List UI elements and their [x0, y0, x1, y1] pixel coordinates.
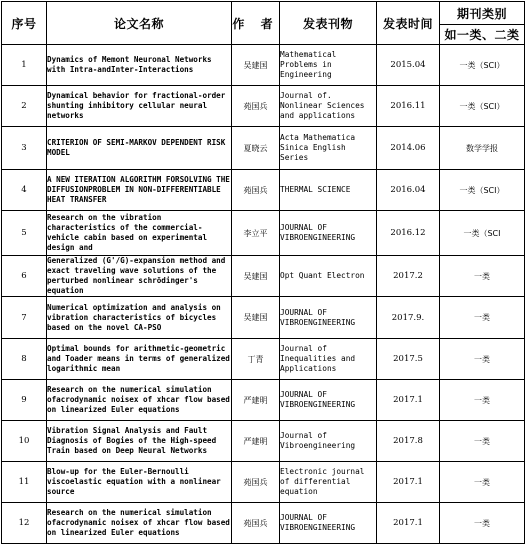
row-date: 2016.12 [377, 211, 440, 256]
row-author: 苑国兵 [232, 170, 280, 211]
row-category: 一类 [440, 503, 525, 544]
row-author: 丁青 [232, 339, 280, 380]
table-row [2, 211, 525, 256]
table-row [2, 170, 525, 211]
row-seq: 7 [2, 297, 47, 339]
row-date: 2016.04 [377, 170, 440, 211]
row-title: Research on the numerical simulation ofacrodynamic noisex of xhcar flow based on linearized Euler equations [47, 503, 232, 544]
row-date: 2015.04 [377, 45, 440, 86]
row-seq: 2 [2, 86, 47, 127]
row-seq: 6 [2, 256, 47, 297]
row-category: 一类 [440, 297, 525, 339]
row-date: 2017.5 [377, 339, 440, 380]
table-row [2, 45, 525, 86]
table-row [2, 86, 525, 127]
row-author: 吴建国 [232, 297, 280, 339]
row-title: A NEW ITERATION ALGORITHM FORSOLVING THE DIFFUSIONPROBLEM IN NON-DIFFERENTIABLE HEAT TRANSFER [47, 170, 232, 211]
row-seq: 10 [2, 421, 47, 462]
row-date: 2017.1 [377, 503, 440, 544]
row-journal: Journal of Inequalities and Applications [280, 339, 377, 380]
row-category: 数学学报 [440, 127, 525, 170]
table-row [2, 297, 525, 339]
table-row [2, 503, 525, 544]
row-journal: Journal of Vibroengineering [280, 421, 377, 462]
row-date: 2017.8 [377, 421, 440, 462]
row-seq: 5 [2, 211, 47, 256]
header-date: 发表时间 [377, 2, 440, 45]
row-journal: Electronic journal of differential equation [280, 462, 377, 503]
row-author: 苑国兵 [232, 86, 280, 127]
row-seq: 1 [2, 45, 47, 86]
row-title: Blow-up for the Euler-Bernoulli viscoelastic equation with a nonlinear source [47, 462, 232, 503]
row-title: Dynamics of Memont Neuronal Networks with Intra-andInter-Interactions [47, 45, 232, 86]
row-date: 2017.1 [377, 462, 440, 503]
row-journal: JOURNAL OF VIBROENGINEERING [280, 380, 377, 421]
row-journal: THERMAL SCIENCE [280, 170, 377, 211]
row-author: 严建明 [232, 380, 280, 421]
row-title: Vibration Signal Analysis and Fault Diagnosis of Bogies of the High-speed Train based on Deep Neural Networks [47, 421, 232, 462]
row-journal: Journal of. Nonlinear Sciences and applications [280, 86, 377, 127]
row-date: 2016.11 [377, 86, 440, 127]
header-category-sub: 如一类、二类 [440, 25, 525, 45]
row-journal: Opt Quant Electron [280, 256, 377, 297]
row-seq: 8 [2, 339, 47, 380]
table-row [2, 462, 525, 503]
row-author: 吴建国 [232, 45, 280, 86]
table-body [2, 45, 525, 544]
header-seq: 序号 [2, 2, 47, 45]
publication-table [1, 1, 525, 544]
header-title: 论文名称 [47, 2, 232, 45]
row-journal: JOURNAL OF VIBROENGINEERING [280, 297, 377, 339]
row-author: 严建明 [232, 421, 280, 462]
row-date: 2017.9. [377, 297, 440, 339]
table-row [2, 339, 525, 380]
row-title: Research on the numerical simulation ofacrodynamic noisex of xhcar flow based on linearized Euler equations [47, 380, 232, 421]
row-date: 2017.1 [377, 380, 440, 421]
row-category: 一类（SCI） [440, 45, 525, 86]
row-journal: JOURNAL OF VIBROENGINEERING [280, 211, 377, 256]
row-category: 一类 [440, 462, 525, 503]
row-category: 一类（SCI [440, 211, 525, 256]
row-title: Generalized (G'/G)-expansion method and exact traveling wave solutions of the perturbed nonlinear schrödinger's equation [47, 256, 232, 297]
table-header [2, 2, 525, 45]
header-category: 期刊类别 [440, 2, 525, 25]
row-title: Numerical optimization and analysis on vibration characteristics of bicycles based on the novel CA-PSO [47, 297, 232, 339]
row-date: 2017.2 [377, 256, 440, 297]
row-author: 夏晓云 [232, 127, 280, 170]
row-journal: Mathematical Problems in Engineering [280, 45, 377, 86]
table-row [2, 380, 525, 421]
row-author: 苑国兵 [232, 462, 280, 503]
row-journal: Acta Mathematica Sinica English Series [280, 127, 377, 170]
table-row [2, 421, 525, 462]
row-seq: 9 [2, 380, 47, 421]
row-category: 一类 [440, 256, 525, 297]
row-category: 一类 [440, 421, 525, 462]
row-seq: 12 [2, 503, 47, 544]
row-title: Dynamical behavior for fractional-order shunting inhibitory cellular neural networks [47, 86, 232, 127]
row-seq: 3 [2, 127, 47, 170]
row-author: 李立平 [232, 211, 280, 256]
row-category: 一类 [440, 380, 525, 421]
row-author: 苑国兵 [232, 503, 280, 544]
row-category: 一类（SCI） [440, 86, 525, 127]
row-date: 2014.06 [377, 127, 440, 170]
table-row [2, 127, 525, 170]
table-row [2, 256, 525, 297]
row-title: Research on the vibration characteristics of the commercial-vehicle cabin based on experimental design and [47, 211, 232, 256]
header-author: 作 者 [232, 2, 280, 45]
header-journal: 发表刊物 [280, 2, 377, 45]
row-title: Optimal bounds for arithmetic-geometric and Toader means in terms of generalized logarithmic mean [47, 339, 232, 380]
row-journal: JOURNAL OF VIBROENGINEERING [280, 503, 377, 544]
row-seq: 4 [2, 170, 47, 211]
row-title: CRITERION OF SEMI-MARKOV DEPENDENT RISK MODEL [47, 127, 232, 170]
row-category: 一类 [440, 339, 525, 380]
row-category: 一类（SCI） [440, 170, 525, 211]
row-seq: 11 [2, 462, 47, 503]
row-author: 吴建国 [232, 256, 280, 297]
